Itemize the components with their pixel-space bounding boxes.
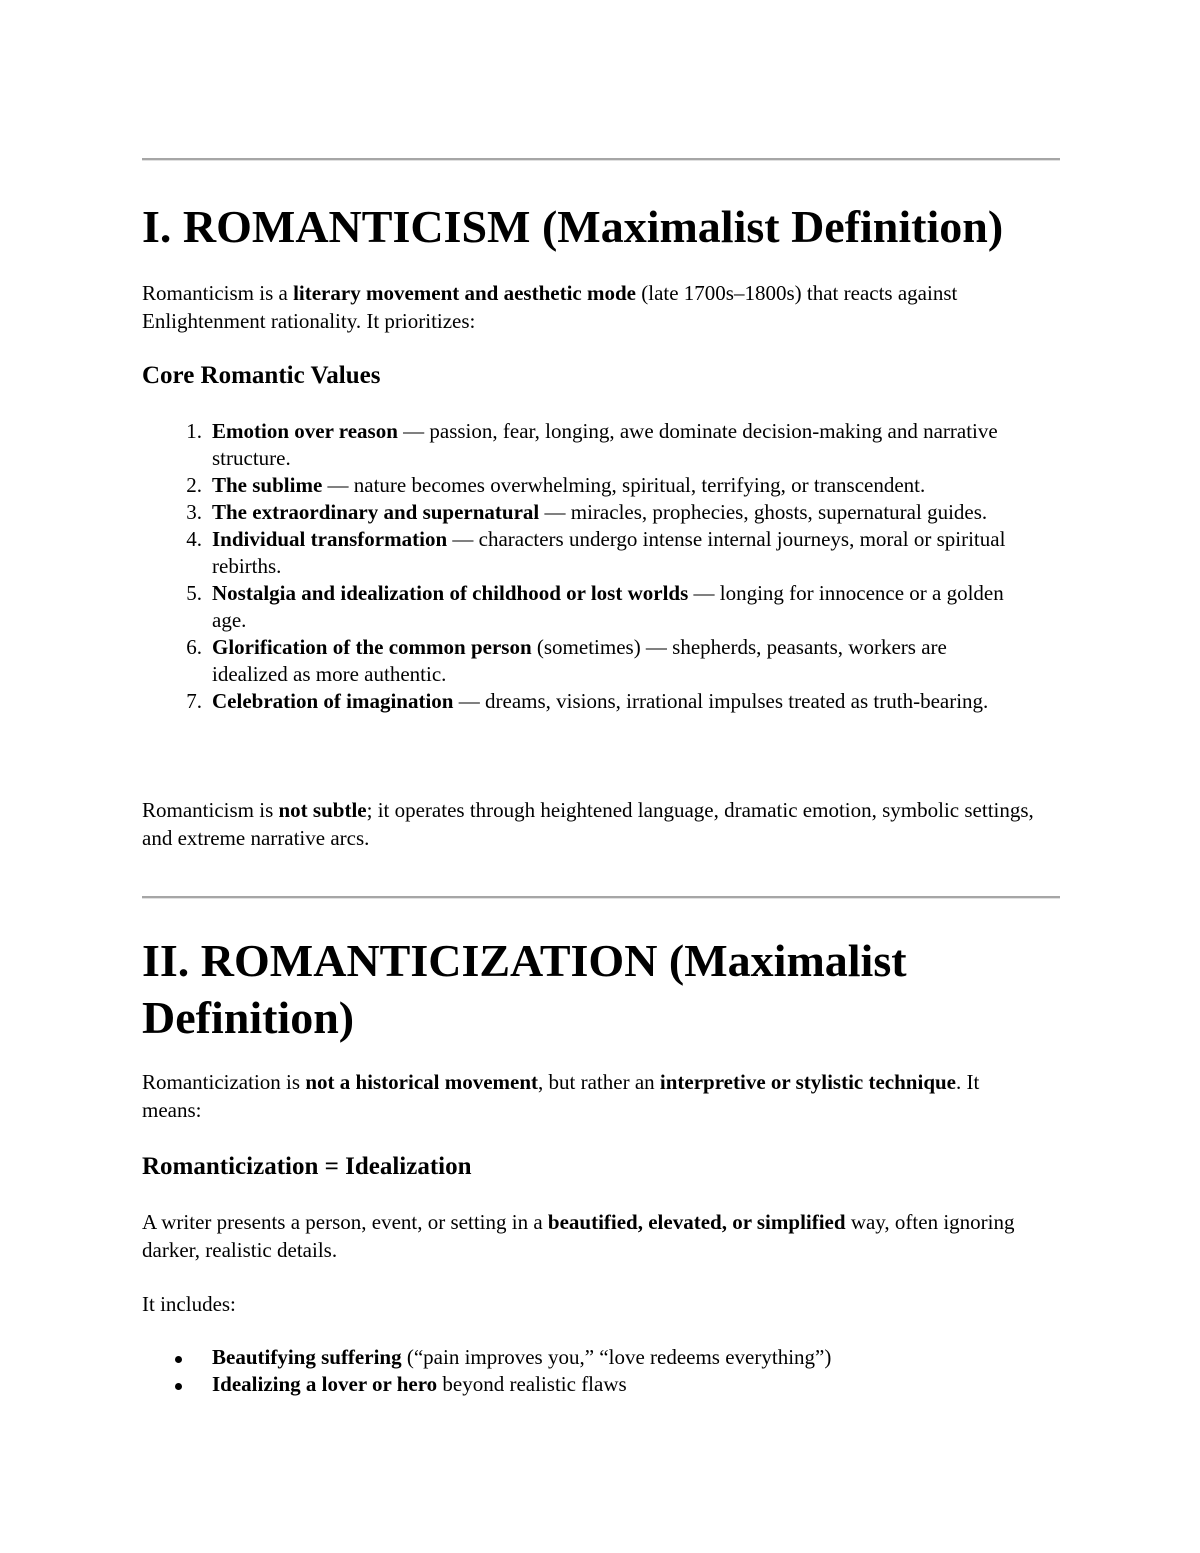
includes-label: It includes:: [142, 1292, 236, 1316]
section2-description: A writer presents a person, event, or setting in a beautified, elevated, or simplified way, often ignoring darker, realistic details.: [142, 1210, 1015, 1262]
horizontal-rule: [142, 158, 1060, 161]
section1-subheading: Core Romantic Values: [142, 362, 381, 389]
section1-closing: Romanticism is not subtle; it operates through heightened language, dramatic emotion, symbolic settings, and extreme narrative arcs.: [142, 798, 1034, 850]
section1-title: I. ROMANTICISM (Maximalist Definition): [142, 201, 1004, 252]
list-item: 2. The sublime — nature becomes overwhelming, spiritual, terrifying, or transcendent.: [186, 473, 926, 497]
core-values-list: [142, 418, 1060, 715]
list-item: 4. Individual transformation — characters undergo intense internal journeys, moral or spiritual rebirths.: [186, 527, 1006, 578]
list-item: Idealizing a lover or hero beyond realistic flaws: [142, 1371, 1060, 1398]
section1-intro: Romanticism is a literary movement and aesthetic mode (late 1700s–1800s) that reacts against Enlightenment rationality. It prioritizes:: [142, 281, 958, 333]
list-item: 6. Glorification of the common person (sometimes) — shepherds, peasants, workers are idealized as more authentic.: [186, 635, 947, 686]
list-item: Beautifying suffering (“pain improves you,” “love redeems everything”): [142, 1344, 1060, 1371]
section2-title: II. ROMANTICIZATION (Maximalist Definition): [142, 935, 907, 1043]
section2-intro: Romanticization is not a historical movement, but rather an interpretive or stylistic technique. It means:: [142, 1070, 980, 1122]
list-item: 7. Celebration of imagination — dreams, visions, irrational impulses treated as truth-bearing.: [186, 689, 989, 713]
horizontal-rule: [142, 896, 1060, 899]
bullet-icon: [175, 1356, 182, 1363]
list-item: 5. Nostalgia and idealization of childhood or lost worlds — longing for innocence or a golden age.: [186, 581, 1004, 632]
list-item: 3. The extraordinary and supernatural — miracles, prophecies, ghosts, supernatural guides.: [186, 500, 988, 524]
includes-list: [142, 1344, 1060, 1398]
section2-subheading: Romanticization = Idealization: [142, 1153, 472, 1180]
bullet-icon: [175, 1383, 182, 1390]
list-item: 1. Emotion over reason — passion, fear, longing, awe dominate decision-making and narrative structure.: [186, 419, 998, 470]
